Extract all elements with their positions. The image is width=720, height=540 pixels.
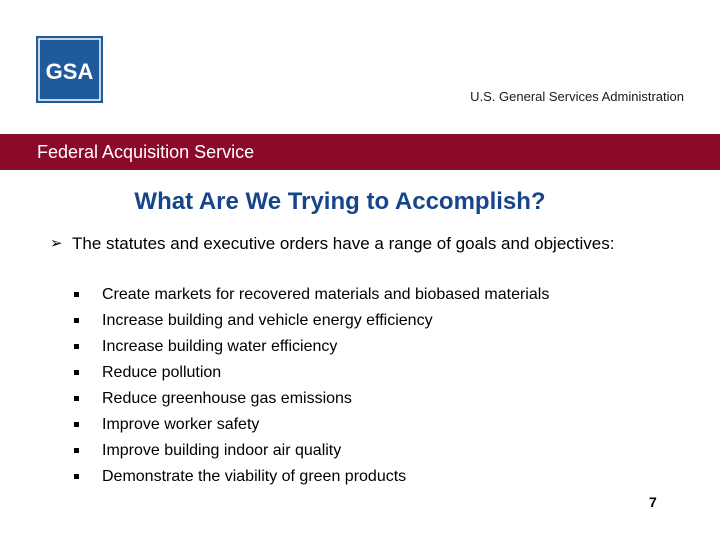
agency-name: U.S. General Services Administration [470, 89, 684, 104]
square-bullet-icon [74, 396, 79, 401]
list-item-text: Increase building water efficiency [102, 338, 338, 355]
gsa-logo [36, 36, 103, 103]
arrow-bullet-icon: ➢ [50, 235, 63, 252]
list-item-text: Demonstrate the viability of green products [102, 468, 407, 485]
list-item-text: Reduce greenhouse gas emissions [102, 390, 352, 407]
list-item-text: Increase building and vehicle energy efficiency [102, 312, 433, 329]
square-bullet-icon [74, 344, 79, 349]
square-bullet-icon [74, 370, 79, 375]
goals-list [70, 284, 549, 492]
square-bullet-icon [74, 292, 79, 297]
square-bullet-icon [74, 422, 79, 427]
logo-text: GSA [45, 59, 94, 84]
list-item [70, 414, 549, 440]
slide-title: What Are We Trying to Accomplish? [134, 188, 546, 215]
list-item-text: Improve building indoor air quality [102, 442, 342, 459]
lead-paragraph [50, 232, 650, 256]
list-item [70, 310, 549, 336]
square-bullet-icon [74, 318, 79, 323]
square-bullet-icon [74, 448, 79, 453]
list-item-text: Reduce pollution [102, 364, 222, 381]
list-item [70, 466, 549, 492]
service-banner [0, 134, 720, 170]
list-item [70, 388, 549, 414]
list-item-text: Improve worker safety [102, 416, 260, 433]
square-bullet-icon [74, 474, 79, 479]
page-number: 7 [649, 494, 657, 510]
list-item-text: Create markets for recovered materials and biobased materials [102, 286, 550, 303]
list-item [70, 284, 549, 310]
service-name: Federal Acquisition Service [37, 142, 255, 162]
list-item [70, 362, 549, 388]
lead-text: The statutes and executive orders have a range of goals and objectives: [72, 234, 615, 253]
list-item [70, 440, 549, 466]
list-item [70, 336, 549, 362]
